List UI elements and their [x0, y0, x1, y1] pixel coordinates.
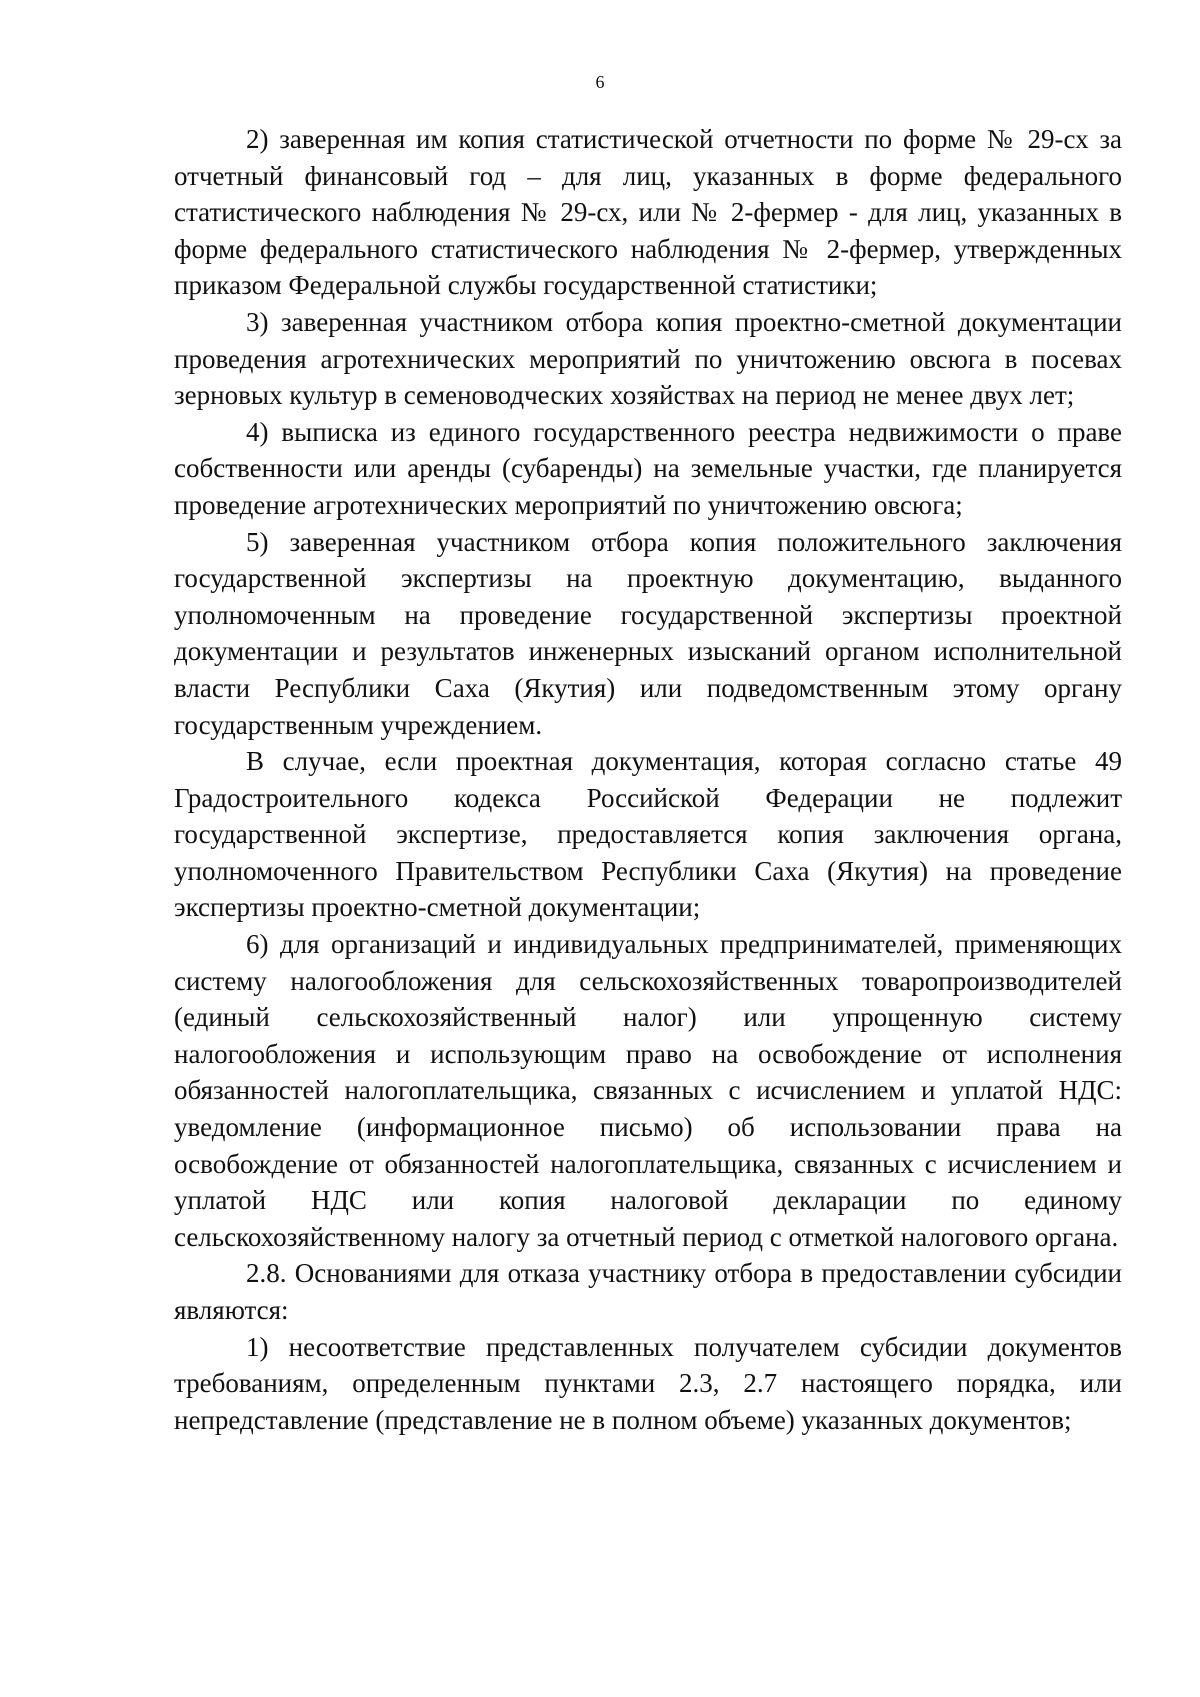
paragraph-item-4: 4) выписка из единого государственного реестра недвижимости о праве собственности или аренды (субаренды) на земельные участки, где планируется проведение агротехнических мероприятий по уничтожению овсюга;: [174, 416, 1122, 520]
paragraph-refusal-item-1: 1) несоответствие представленных получателем субсидии документов требованиям, определенным пунктами 2.3, 2.7 настоящего порядка, или непредставление (представление не в полном объеме) указанных документов;: [174, 1331, 1122, 1435]
page-number: 6: [595, 72, 605, 92]
paragraph-item-3: 3) заверенная участником отбора копия проектно-сметной документации проведения агротехнических мероприятий по уничтожению овсюга в посевах зерновых культур в семеноводческих хозяйствах на период не менее двух лет;: [174, 306, 1122, 411]
paragraph-item-6: 6) для организаций и индивидуальных предпринимателей, применяющих систему налогообложения для сельскохозяйственных товаропроизводителей (единый сельскохозяйственный налог) или упрощенную систему налогообложения и использующим право на освобождение от исполнения обязанностей налогоплательщика, связанных с исчислением и уплатой НДС: уведомление (информационное письмо) об использовании права на освобождение от обязанностей налогоплательщика, связанных с исчислением и уплатой НДС или копия налоговой декларации по единому сельскохозяйственному налогу за отчетный период с отметкой налогового органа.: [174, 929, 1122, 1252]
document-body: [174, 121, 1122, 1438]
paragraph-item-5: 5) заверенная участником отбора копия положительного заключения государственной экспертизы на проектную документацию, выданного уполномоченным на проведение государственной экспертизы проектной документации и результатов инженерных изысканий органом исполнительной власти Республики Саха (Якутия) или подведомственным этому органу государственным учреждением.: [174, 526, 1122, 740]
paragraph-item-5-note: В случае, если проектная документация, которая согласно статье 49 Градостроительного кодекса Российской Федерации не подлежит государственной экспертизе, предоставляется копия заключения органа, уполномоченного Правительством Республики Саха (Якутия) на проведение экспертизы проектно-сметной документации;: [174, 746, 1122, 923]
paragraph-item-2: 2) заверенная им копия статистической отчетности по форме № 29-сх за отчетный финансовый год – для лиц, указанных в форме федерального статистического наблюдения № 29-сх, или № 2-фермер - для лиц, указанных в форме федерального статистического наблюдения № 2-фермер, утвержденных приказом Федеральной службы государственной статистики;: [174, 124, 1122, 301]
paragraph-section-2-8: 2.8. Основаниями для отказа участнику отбора в предоставлении субсидии являются:: [174, 1258, 1122, 1325]
